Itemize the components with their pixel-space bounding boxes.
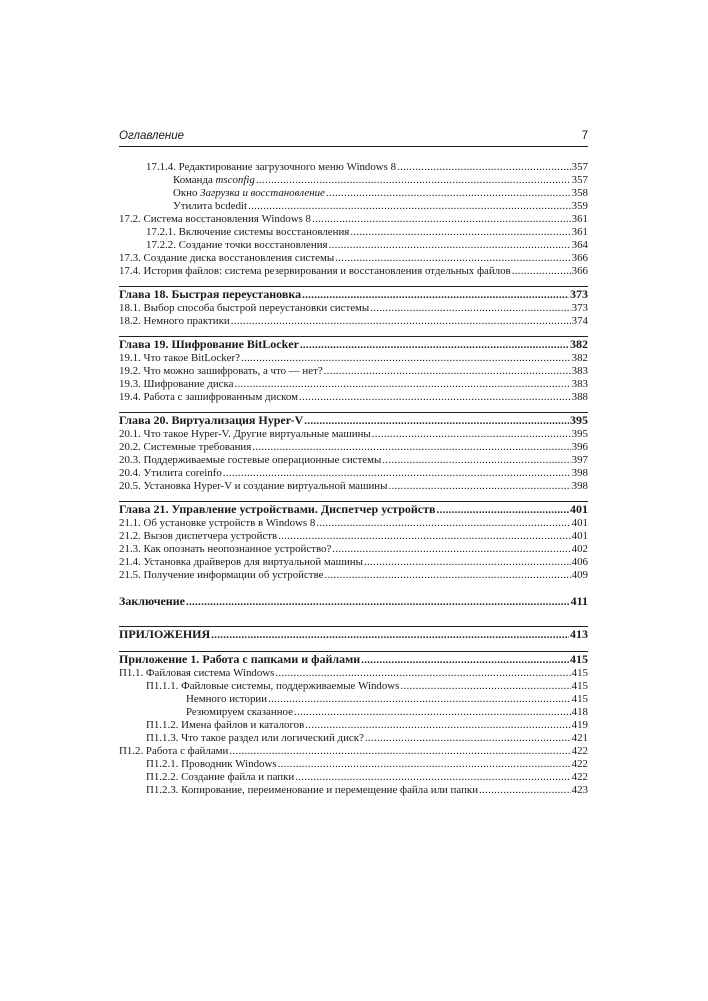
- toc-entry: [119, 365, 588, 378]
- toc-page-number: 357: [571, 161, 588, 173]
- dot-leader: [275, 667, 570, 680]
- toc-entry-text: 17.2. Система восстановления Windows 8: [119, 213, 311, 225]
- dot-leader: [278, 530, 570, 543]
- toc-entry-text: Приложение 1. Работа с папками и файлами: [119, 652, 361, 666]
- toc-entry-text: 18.2. Немного практики: [119, 315, 230, 327]
- toc-page-number: 383: [571, 365, 588, 377]
- dot-leader: [324, 569, 570, 582]
- toc-page-number: 422: [571, 771, 588, 783]
- toc-chapter: [119, 336, 588, 352]
- toc-page-number: 401: [571, 517, 588, 529]
- toc-entry: [119, 174, 588, 187]
- dot-leader: [278, 758, 571, 771]
- toc-entry-text: 19.4. Работа с зашифрованным диском: [119, 391, 299, 403]
- toc-page-number: 409: [571, 569, 588, 581]
- toc-page-number: 366: [571, 252, 588, 264]
- toc-page-number: 359: [571, 200, 588, 212]
- dot-leader: [234, 378, 570, 391]
- dot-leader: [186, 595, 570, 610]
- toc-chapter: [119, 412, 588, 428]
- toc-entry: [119, 454, 588, 467]
- toc-page-number: 358: [571, 187, 588, 199]
- toc-page-number: 395: [570, 413, 588, 427]
- dot-leader: [479, 784, 571, 797]
- toc-entry: [119, 680, 588, 693]
- toc-chapter: [119, 501, 588, 517]
- dot-leader: [370, 302, 570, 315]
- dot-leader: [295, 771, 570, 784]
- dot-leader: [388, 480, 570, 493]
- dot-leader: [241, 352, 571, 365]
- toc-entry: [119, 719, 588, 732]
- toc-entry: [119, 352, 588, 365]
- toc-entry: [119, 530, 588, 543]
- toc-entry-text: Резюмируем сказанное: [186, 706, 293, 718]
- toc-page-number: 361: [571, 226, 588, 238]
- dot-leader: [324, 365, 571, 378]
- dot-leader: [305, 719, 570, 732]
- dot-leader: [332, 543, 570, 556]
- toc-chapter: [119, 286, 588, 302]
- toc-entry: [119, 543, 588, 556]
- dot-leader: [302, 288, 569, 303]
- dot-leader: [299, 391, 571, 404]
- dot-leader: [304, 414, 569, 429]
- toc-page-number: 411: [570, 594, 588, 608]
- running-header: [119, 130, 588, 147]
- dot-leader: [211, 628, 569, 643]
- toc-entry-text: Заключение: [119, 594, 185, 608]
- toc-entry-text: 19.2. Что можно зашифровать, а что — нет?: [119, 365, 323, 377]
- table-of-contents: [119, 161, 588, 797]
- toc-entry-text: 20.3. Поддерживаемые гостевые операционные системы: [119, 454, 382, 466]
- toc-entry: [119, 378, 588, 391]
- toc-page-number: 401: [571, 530, 588, 542]
- toc-page-number: 415: [570, 652, 588, 666]
- dot-leader: [229, 745, 570, 758]
- toc-page-number: 422: [571, 745, 588, 757]
- toc-page-number: 383: [571, 378, 588, 390]
- dot-leader: [252, 441, 570, 454]
- toc-page-number: 419: [571, 719, 588, 731]
- toc-page-number: 406: [571, 556, 588, 568]
- toc-appendices: [119, 626, 588, 642]
- toc-entry-text: 20.1. Что такое Hyper-V. Другие виртуальные машины: [119, 428, 371, 440]
- dot-leader: [316, 517, 570, 530]
- toc-entry: [119, 428, 588, 441]
- dot-leader: [329, 239, 571, 252]
- toc-page-number: 415: [571, 680, 588, 692]
- toc-page-number: 415: [571, 667, 588, 679]
- toc-entry: [119, 239, 588, 252]
- dot-leader: [365, 732, 571, 745]
- dot-leader: [335, 252, 570, 265]
- toc-entry-text: Глава 20. Виртуализация Hyper-V: [119, 413, 304, 427]
- dot-leader: [437, 503, 570, 518]
- toc-entry-text: 20.4. Утилита coreinfo: [119, 467, 222, 479]
- toc-entry: [119, 569, 588, 582]
- toc-entry-text: ПРИЛОЖЕНИЯ: [119, 627, 211, 641]
- toc-entry-text: П1.2.2. Создание файла и папки: [146, 771, 295, 783]
- dot-leader: [223, 467, 571, 480]
- dot-leader: [364, 556, 571, 569]
- dot-leader: [326, 187, 571, 200]
- dot-leader: [400, 680, 570, 693]
- toc-entry-text: 21.3. Как опознать неопознанное устройство?: [119, 543, 332, 555]
- dot-leader: [372, 428, 571, 441]
- toc-entry-text: Окно Загрузка и восстановление: [173, 187, 325, 199]
- toc-page-number: 397: [571, 454, 588, 466]
- toc-entry-text: 17.1.4. Редактирование загрузочного меню Windows 8: [146, 161, 397, 173]
- toc-entry-text: 17.2.2. Создание точки восстановления: [146, 239, 328, 251]
- toc-page-number: 418: [571, 706, 588, 718]
- toc-page-number: 373: [571, 302, 588, 314]
- header-title: Оглавление: [119, 130, 184, 142]
- dot-leader: [268, 693, 571, 706]
- dot-leader: [300, 338, 569, 353]
- toc-page-number: 357: [571, 174, 588, 186]
- toc-entry-text: П1.1.2. Имена файлов и каталогов: [146, 719, 305, 731]
- toc-entry-text: 18.1. Выбор способа быстрой переустановки системы: [119, 302, 370, 314]
- toc-entry-text: 20.2. Системные требования: [119, 441, 252, 453]
- toc-page-number: 364: [571, 239, 588, 251]
- toc-entry-text: П1.1.3. Что такое раздел или логический диск?: [146, 732, 364, 744]
- toc-entry-text: 21.4. Установка драйверов для виртуальной машины: [119, 556, 363, 568]
- toc-entry-text: Команда msconfig: [173, 174, 255, 186]
- toc-entry-text: 17.2.1. Включение системы восстановления: [146, 226, 350, 238]
- toc-page-number: 373: [570, 287, 588, 301]
- toc-page-number: 422: [571, 758, 588, 770]
- toc-entry-text: 19.1. Что такое BitLocker?: [119, 352, 240, 364]
- toc-entry-text: 20.5. Установка Hyper-V и создание виртуальной машины: [119, 480, 388, 492]
- toc-entry: [119, 745, 588, 758]
- toc-entry-text: 19.3. Шифрование диска: [119, 378, 234, 390]
- toc-page-number: 413: [570, 627, 588, 641]
- toc-conclusion: [119, 594, 588, 609]
- toc-chapter: [119, 651, 588, 667]
- toc-page-number: 382: [571, 352, 588, 364]
- toc-entry-text: Немного истории: [186, 693, 268, 705]
- dot-leader: [294, 706, 571, 719]
- toc-entry-text: 17.4. История файлов: система резервирования и восстановления отдельных файлов: [119, 265, 511, 277]
- toc-entry-text: 17.3. Создание диска восстановления системы: [119, 252, 335, 264]
- toc-entry: [119, 706, 588, 719]
- toc-page-number: 374: [571, 315, 588, 327]
- toc-entry: [119, 693, 588, 706]
- toc-entry: [119, 517, 588, 530]
- dot-leader: [312, 213, 571, 226]
- toc-entry: [119, 161, 588, 174]
- toc-entry: [119, 732, 588, 745]
- toc-entry-text: 21.1. Об установке устройств в Windows 8: [119, 517, 316, 529]
- toc-page-number: 415: [571, 693, 588, 705]
- toc-page-number: 423: [571, 784, 588, 796]
- toc-entry-text: П1.1.1. Файловые системы, поддерживаемые Windows: [146, 680, 400, 692]
- toc-entry: [119, 467, 588, 480]
- dot-leader: [382, 454, 570, 467]
- toc-page-number: 398: [571, 467, 588, 479]
- toc-entry: [119, 265, 588, 278]
- toc-entry: [119, 213, 588, 226]
- toc-entry: [119, 252, 588, 265]
- toc-entry: [119, 667, 588, 680]
- dot-leader: [248, 200, 571, 213]
- toc-entry-text: Утилита bcdedit: [173, 200, 248, 212]
- toc-entry: [119, 480, 588, 493]
- toc-page-number: 361: [571, 213, 588, 225]
- toc-page-number: 382: [570, 337, 588, 351]
- toc-entry-text: П1.2. Работа с файлами: [119, 745, 229, 757]
- toc-entry-text: 21.5. Получение информации об устройстве: [119, 569, 324, 581]
- toc-entry: [119, 200, 588, 213]
- toc-page-number: 421: [571, 732, 588, 744]
- toc-entry-text: Глава 19. Шифрование BitLocker: [119, 337, 299, 351]
- dot-leader: [256, 174, 571, 187]
- toc-entry: [119, 226, 588, 239]
- toc-entry-text: П1.2.1. Проводник Windows: [146, 758, 277, 770]
- toc-page-number: 402: [571, 543, 588, 555]
- dot-leader: [512, 265, 571, 278]
- toc-entry-text: 21.2. Вызов диспетчера устройств: [119, 530, 278, 542]
- toc-entry-text: Глава 18. Быстрая переустановка: [119, 287, 302, 301]
- toc-entry: [119, 556, 588, 569]
- toc-entry: [119, 315, 588, 328]
- toc-entry: [119, 784, 588, 797]
- toc-page-number: 366: [571, 265, 588, 277]
- dot-leader: [361, 653, 569, 668]
- toc-entry: [119, 441, 588, 454]
- toc-entry: [119, 758, 588, 771]
- toc-page-number: 396: [571, 441, 588, 453]
- toc-page-number: 401: [570, 502, 588, 516]
- toc-entry: [119, 302, 588, 315]
- toc-entry-text: Глава 21. Управление устройствами. Диспетчер устройств: [119, 502, 436, 516]
- toc-page-number: 388: [571, 391, 588, 403]
- toc-page-number: 398: [571, 480, 588, 492]
- header-page-number: 7: [581, 130, 588, 142]
- dot-leader: [397, 161, 571, 174]
- toc-entry-text: П1.1. Файловая система Windows: [119, 667, 275, 679]
- toc-entry-text: П1.2.3. Копирование, переименование и перемещение файла или папки: [146, 784, 479, 796]
- dot-leader: [231, 315, 571, 328]
- toc-entry: [119, 391, 588, 404]
- dot-leader: [350, 226, 570, 239]
- toc-page-number: 395: [571, 428, 588, 440]
- toc-entry: [119, 187, 588, 200]
- toc-entry: [119, 771, 588, 784]
